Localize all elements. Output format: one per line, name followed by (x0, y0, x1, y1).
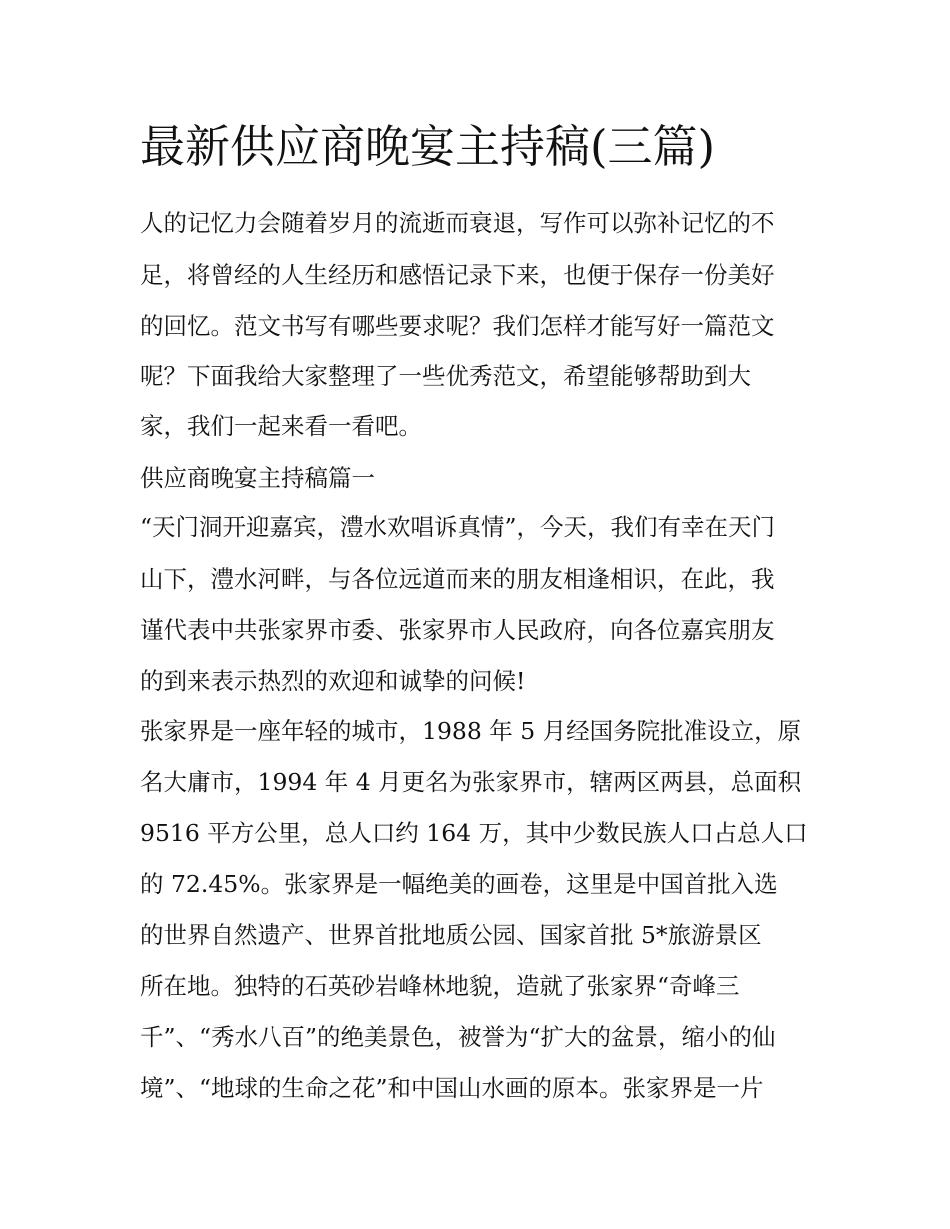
paragraph-line: 家，我们一起来看一看吧。 (140, 412, 422, 440)
paragraph-line: 张家界是一座年轻的城市，1988 年 5 月经国务院批准设立，原 (140, 717, 802, 745)
paragraph-line: 的 72.45%。张家界是一幅绝美的画卷，这里是中国首批入选 (140, 870, 778, 898)
paragraph-line: 的回忆。范文书写有哪些要求呢？我们怎样才能写好一篇范文 (140, 312, 775, 340)
paragraph-line: 人的记忆力会随着岁月的流逝而衰退，写作可以弥补记忆的不 (140, 209, 775, 237)
paragraph-line: 的世界自然遗产、世界首批地质公园、国家首批 5*旅游景区 (140, 921, 762, 949)
paragraph-line: 的到来表示热烈的欢迎和诚挚的问候! (140, 667, 526, 695)
paragraph-line: “天门洞开迎嘉宾，澧水欢唱诉真情”，今天，我们有幸在天门 (140, 513, 776, 541)
paragraph-line: 呢？下面我给大家整理了一些优秀范文，希望能够帮助到大 (140, 362, 751, 390)
paragraph-line: 境”、“地球的生命之花”和中国山水画的原本。张家界是一片 (140, 1074, 764, 1102)
paragraph-line: 9516 平方公里，总人口约 164 万，其中少数民族人口占总人口 (140, 819, 808, 847)
paragraph-line: 谨代表中共张家界市委、张家界市人民政府，向各位嘉宾朋友 (140, 616, 775, 644)
paragraph-line: 山下，澧水河畔，与各位远道而来的朋友相逢相识，在此，我 (140, 565, 775, 593)
section-heading: 供应商晚宴主持稿篇一 (140, 464, 375, 492)
document-title: 最新供应商晚宴主持稿(三篇) (140, 120, 716, 173)
paragraph-line: 所在地。独特的石英砂岩峰林地貌，造就了张家界“奇峰三 (140, 972, 740, 1000)
paragraph-line: 千”、“秀水八百”的绝美景色，被誉为“扩大的盆景，缩小的仙 (140, 1023, 776, 1051)
paragraph-line: 足，将曾经的人生经历和感悟记录下来，也便于保存一份美好 (140, 261, 775, 289)
paragraph-line: 名大庸市，1994 年 4 月更名为张家界市，辖两区两县，总面积 (140, 768, 802, 796)
